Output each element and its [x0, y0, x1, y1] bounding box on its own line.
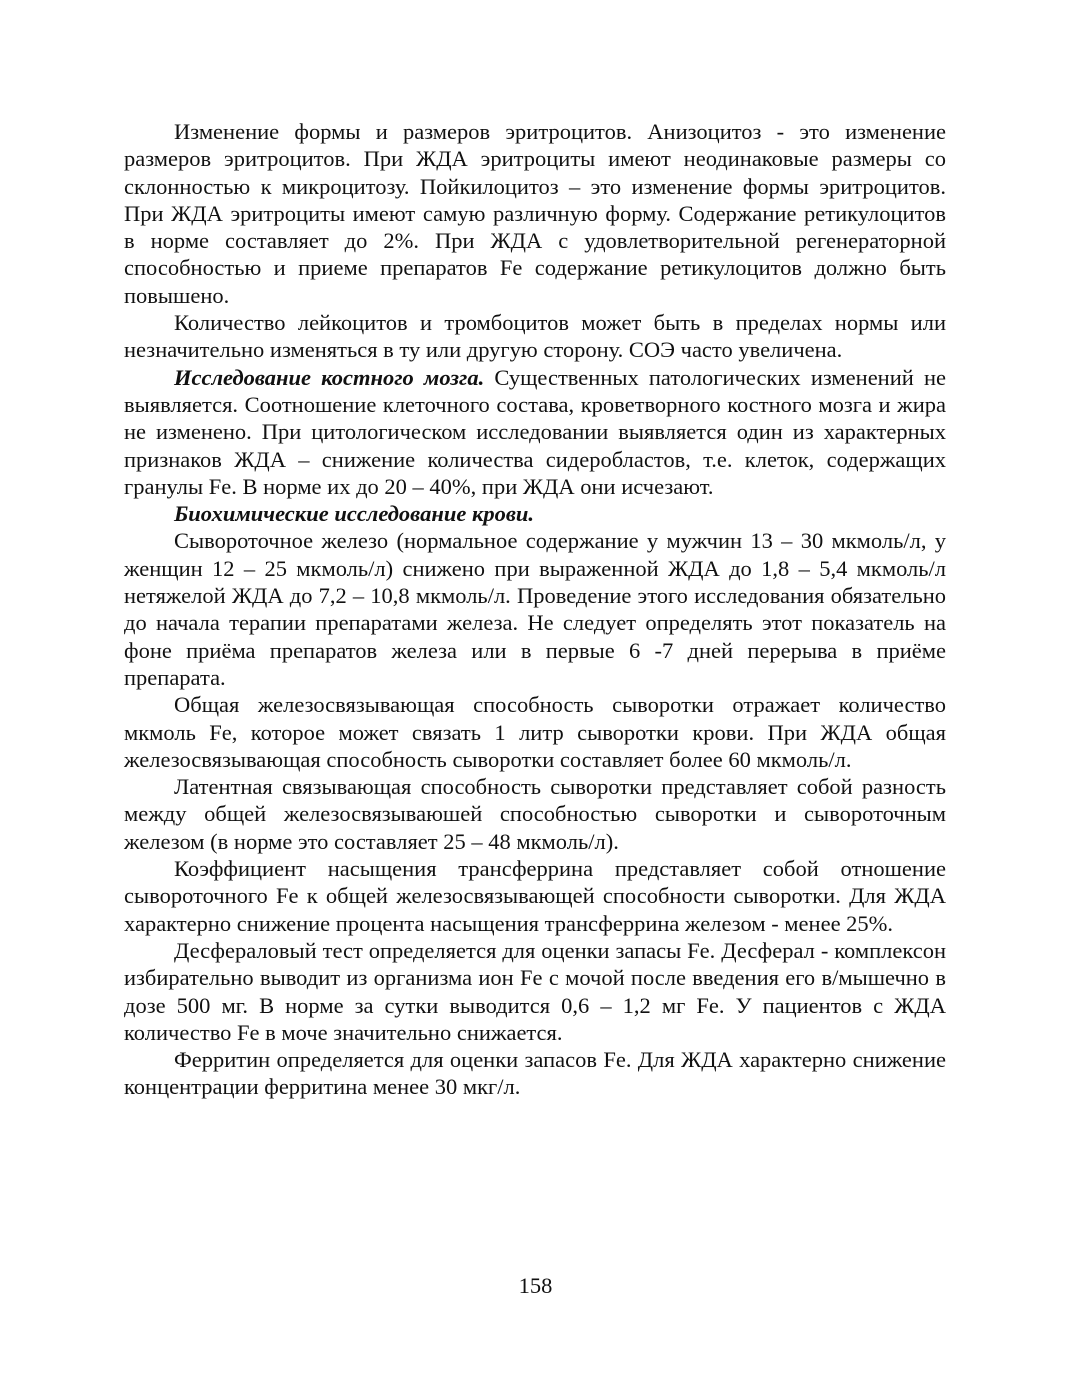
paragraph-text: Количество лейкоцитов и тромбоцитов может быть в пределах нормы или незначительно изменяться в ту или другую сторону. СОЭ часто увеличена.: [124, 310, 946, 363]
paragraph-desferal-test: [124, 937, 946, 1046]
paragraph-transferrin-saturation: [124, 855, 946, 937]
paragraph-text: Сывороточное железо (нормальное содержание у мужчин 13 – 30 мкмоль/л, у женщин 12 – 25 мкмоль/л) снижено при выраженной ЖДА до 1,8 – 5,4 мкмоль/л нетяжелой ЖДА до 7,2 – 10,8 мкмоль/л. Проведение этого исследования обязательно до начала терапии препаратами железа. Не следует определять этот показатель на фоне приёма препаратов железа или в первые 6 -7 дней перерыва в приёме препарата.: [124, 528, 946, 690]
paragraph-total-iron-binding: [124, 691, 946, 773]
paragraph-text: Общая железосвязывающая способность сыворотки отражает количество мкмоль Fe, которое может связать 1 литр сыворотки крови. При ЖДА общая железосвязывающая способность сыворотки составляет более 60 мкмоль/л.: [124, 692, 946, 772]
paragraph-text: Коэффициент насыщения трансферрина представляет собой отношение сывороточного Fe к общей железосвязывающей способности сыворотки. Для ЖДА характерно снижение процента насыщения трансферрина железом - менее 25%.: [124, 856, 946, 936]
paragraph-bone-marrow: [124, 364, 946, 500]
paragraph-ferritin: [124, 1046, 946, 1101]
paragraph-text: Десфераловый тест определяется для оценки запасы Fe. Десферал - комплексон избирательно выводит из организма ион Fe с мочой после введения его в/мышечно в дозе 500 мг. В норме за сутки выводится 0,6 – 1,2 мг Fe. У пациентов с ЖДА количество Fe в моче значительно снижается.: [124, 937, 946, 1045]
paragraph-biochemistry-heading: [124, 500, 946, 527]
paragraph-latent-binding: [124, 773, 946, 855]
paragraph-text: Латентная связывающая способность сыворотки представляет собой разность между общей железосвязываюшей способностью сыворотки и сывороточным железом (в норме это составляет 25 – 48 мкмоль/л).: [124, 774, 946, 854]
paragraph-serum-iron: [124, 527, 946, 691]
section-heading-biochemistry: Биохимические исследование крови.: [174, 501, 535, 527]
page-body: [124, 118, 946, 1101]
paragraph-erythrocyte-shape: [124, 118, 946, 309]
section-heading-bone-marrow: Исследование костного мозга.: [174, 364, 485, 390]
page-number: 158: [518, 1273, 553, 1298]
paragraph-text: Изменение формы и размеров эритроцитов. Анизоцитоз - это изменение размеров эритроцитов. При ЖДА эритроциты имеют неодинаковые размеры со склонностью к микроцитозу. Пойкилоцитоз – это изменение формы эритроцитов. При ЖДА эритроциты имеют самую различную форму. Содержание ретикулоцитов в норме составляет до 2%. При ЖДА с удовлетворительной регенераторной способностью и приеме препаратов Fe содержание ретикулоцитов должно быть повышено.: [124, 119, 946, 308]
paragraph-text: Существенных патологических изменений не выявляется. Соотношение клеточного состава, кроветворного костного мозга и жира не изменено. При цитологическом исследовании выявляется один из характерных признаков ЖДА – снижение количества сидеробластов, т.е. клеток, содержащих гранулы Fe. В норме их до 20 – 40%, при ЖДА они исчезают.: [124, 364, 946, 499]
paragraph-leukocytes: [124, 309, 946, 364]
paragraph-text: Ферритин определяется для оценки запасов Fe. Для ЖДА характерно снижение концентрации ферритина менее 30 мкг/л.: [124, 1047, 946, 1100]
